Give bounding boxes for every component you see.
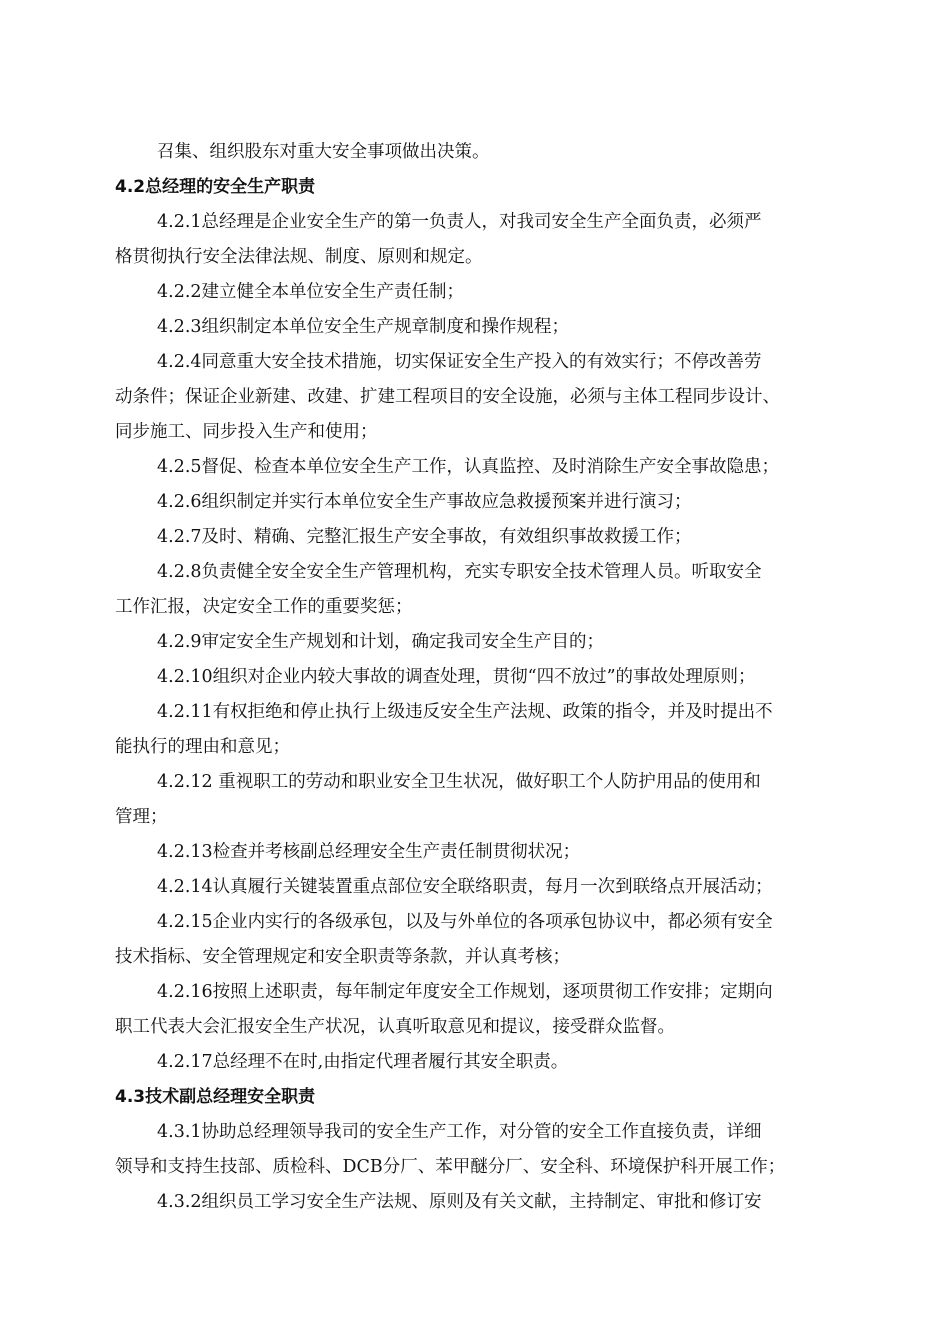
paragraph-line: 领导和支持生技部、质检科、DCB分厂、苯甲醚分厂、安全科、环境保护科开展工作； xyxy=(115,1157,786,1177)
paragraph-line: 4.3.1协助总经理领导我司的安全生产工作，对分管的安全工作直接负责，详细 xyxy=(157,1122,762,1142)
paragraph-line: 召集、组织股东对重大安全事项做出决策。 xyxy=(157,142,490,162)
paragraph-line: 格贯彻执行安全法律法规、制度、原则和规定。 xyxy=(115,247,483,267)
paragraph-line: 4.2.8负责健全安全安全生产管理机构，充实专职安全技术管理人员。听取安全 xyxy=(157,562,762,582)
section-heading: 4.2总经理的安全生产职责 xyxy=(115,177,316,197)
paragraph-line: 4.2.13检查并考核副总经理安全生产责任制贯彻状况； xyxy=(157,842,581,862)
paragraph-line: 技术指标、安全管理规定和安全职责等条款，并认真考核； xyxy=(115,947,570,967)
paragraph-line: 能执行的理由和意见； xyxy=(115,737,290,757)
paragraph-line: 4.2.5督促、检查本单位安全生产工作，认真监控、及时消除生产安全事故隐患； xyxy=(157,457,780,477)
paragraph-line: 4.2.10组织对企业内较大事故的调查处理，贯彻“四不放过”的事故处理原则； xyxy=(157,667,756,687)
paragraph-line: 动条件；保证企业新建、改建、扩建工程项目的安全设施，必须与主体工程同步设计、 xyxy=(115,387,780,407)
paragraph-line: 4.2.7及时、精确、完整汇报生产安全事故，有效组织事故救援工作； xyxy=(157,527,692,547)
paragraph-line: 4.2.9审定安全生产规划和计划，确定我司安全生产目的； xyxy=(157,632,605,652)
paragraph-line: 4.2.17总经理不在时,由指定代理者履行其安全职责。 xyxy=(157,1052,569,1072)
paragraph-line: 4.2.4同意重大安全技术措施，切实保证安全生产投入的有效实行；不停改善劳 xyxy=(157,352,762,372)
paragraph-line: 4.2.15企业内实行的各级承包，以及与外单位的各项承包协议中，都必须有安全 xyxy=(157,912,773,932)
paragraph-line: 4.2.14认真履行关键装置重点部位安全联络职责，每月一次到联络点开展活动； xyxy=(157,877,773,897)
paragraph-line: 4.2.1总经理是企业安全生产的第一负责人，对我司安全生产全面负责，必须严 xyxy=(157,212,762,232)
paragraph-line: 4.2.16按照上述职责，每年制定年度安全工作规划，逐项贯彻工作安排；定期向 xyxy=(157,982,773,1002)
section-heading: 4.3技术副总经理安全职责 xyxy=(115,1087,316,1107)
paragraph-line: 同步施工、同步投入生产和使用； xyxy=(115,422,378,442)
paragraph-line: 4.2.6组织制定并实行本单位安全生产事故应急救援预案并进行演习； xyxy=(157,492,692,512)
paragraph-line: 4.2.3组织制定本单位安全生产规章制度和操作规程； xyxy=(157,317,570,337)
paragraph-line: 4.2.11有权拒绝和停止执行上级违反安全生产法规、政策的指令，并及时提出不 xyxy=(157,702,773,722)
paragraph-line: 职工代表大会汇报安全生产状况，认真听取意见和提议，接受群众监督。 xyxy=(115,1017,675,1037)
paragraph-line: 管理； xyxy=(115,807,168,827)
paragraph-line: 工作汇报，决定安全工作的重要奖惩； xyxy=(115,597,413,617)
paragraph-line: 4.3.2组织员工学习安全生产法规、原则及有关文献，主持制定、审批和修订安 xyxy=(157,1192,762,1212)
paragraph-line: 4.2.12 重视职工的劳动和职业安全卫生状况，做好职工个人防护用品的使用和 xyxy=(157,772,761,792)
paragraph-line: 4.2.2建立健全本单位安全生产责任制； xyxy=(157,282,465,302)
